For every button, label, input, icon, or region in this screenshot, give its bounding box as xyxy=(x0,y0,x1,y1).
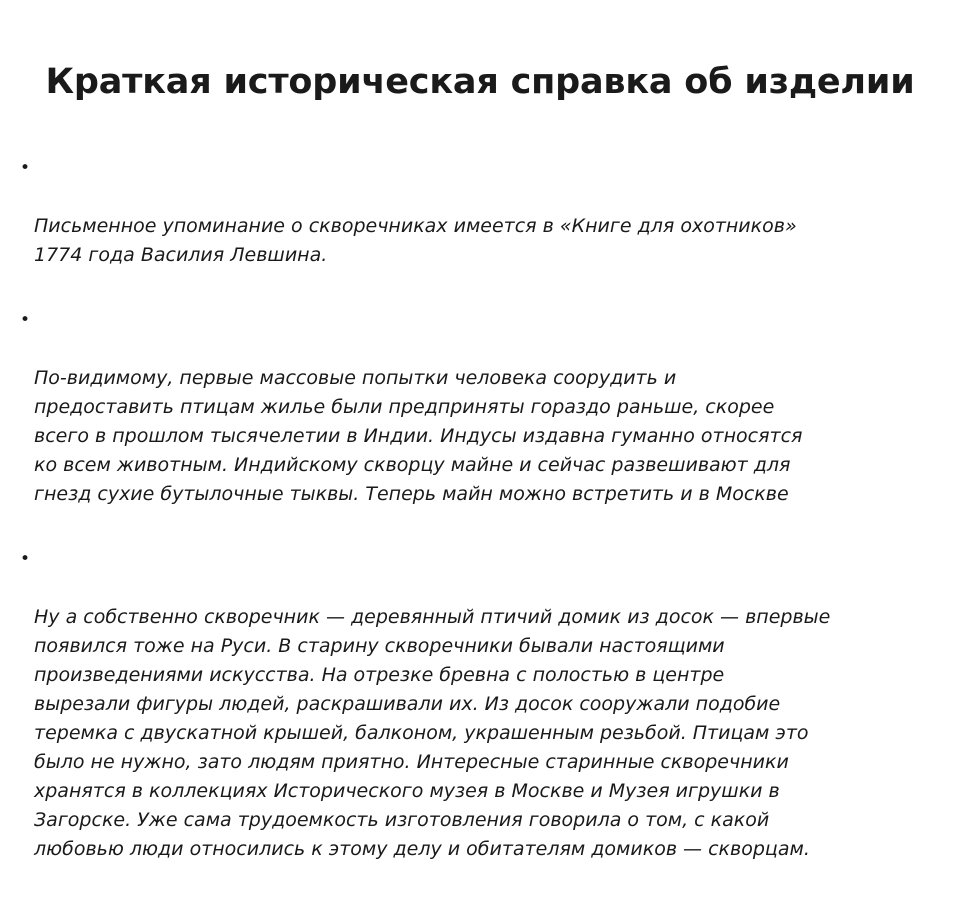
bullet-item-3 xyxy=(20,545,950,893)
bullet-icon: • xyxy=(20,158,31,178)
bullet-list xyxy=(20,154,950,900)
bullet-text: Ну а собственно скворечник — деревянный птичий домик из досок — впервые появился тоже на Руси. В старину скворечники бывали настоящими произведениями искусства. На отрезке бревна с полостью в центре вырезали фигуры людей, раскрашивали их. Из досок сооружали подобие теремка с двускатной крышей, балконом, украшенным резьбой. Птицам это было не нужно, зато людям приятно. Интересные старинные скворечники хранятся в коллекциях Исторического музея в Москве и Музея игрушки в Загорске. Уже сама трудоемкость изготовления говорила о том, с какой любовью люди относились к этому делу и обитателям домиков — скворцам. xyxy=(34,606,831,860)
bullet-icon: • xyxy=(20,310,31,330)
slide-title: Краткая историческая справка об изделии xyxy=(45,62,915,102)
bullet-item-2 xyxy=(20,306,950,538)
bullet-text: По-видимому, первые массовые попытки человека соорудить и предоставить птицам жилье были предприняты гораздо раньше, скорее всего в прошлом тысячелетии в Индии. Индусы издавна гуманно относятся ко всем животным. Индийскому скворцу майне и сейчас развешивают для гнезд сухие бутылочные тыквы. Теперь майн можно встретить и в Москве xyxy=(34,367,803,505)
bullet-text: Письменное упоминание о скворечниках имеется в «Книге для охотников» 1774 года Василия Левшина. xyxy=(34,215,797,266)
bullet-item-1 xyxy=(20,154,950,299)
bullet-icon: • xyxy=(20,549,31,569)
